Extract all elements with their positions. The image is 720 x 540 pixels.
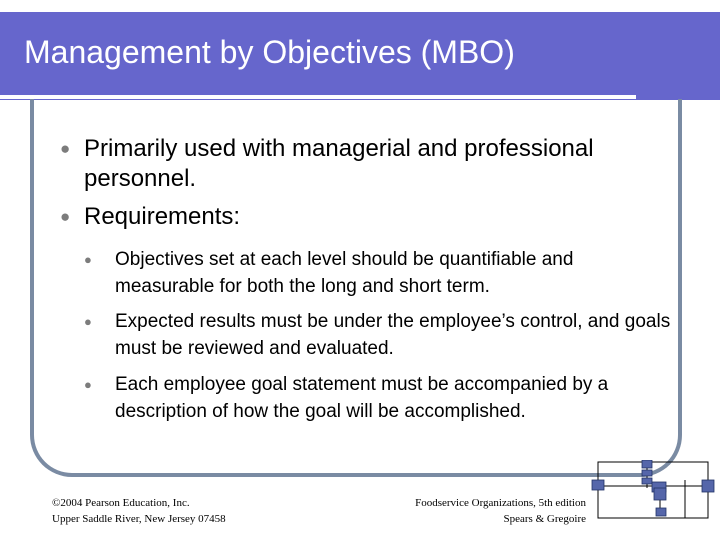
footer-left [52,495,226,527]
book-title: Foodservice Organizations, 5th edition [415,497,586,509]
sub-bullet-dot-icon: ● [84,377,92,392]
book-authors: Spears & Gregoire [503,513,586,525]
slide-title: Management by Objectives (MBO) [24,34,515,70]
bullet-item [60,134,684,194]
bullet-dot-icon: ● [60,207,71,226]
sub-bullet-text: Each employee goal statement must be accompanied by a description of how the goal will be accomplished. [115,374,609,422]
sub-bullet-text: Objectives set at each level should be quantifiable and measurable for both the long and short term. [115,249,574,297]
bullet-text: Requirements: [84,203,241,230]
sub-bullet-text: Expected results must be under the employee’s control, and goals must be reviewed and evaluated. [115,311,671,359]
bullet-dot-icon: ● [60,139,71,158]
bullet-item [60,202,684,232]
publisher-address: Upper Saddle River, New Jersey 07458 [52,513,226,525]
sub-bullet-dot-icon: ● [84,314,92,329]
sub-bullet-item [84,308,675,362]
sub-bullet-item [84,246,675,300]
sub-bullet-dot-icon: ● [84,252,92,267]
flowchart-logo-icon [590,460,716,528]
bullet-text: Primarily used with managerial and professional personnel. [84,135,594,192]
sub-bullet-item [84,371,675,425]
footer-right [398,495,586,527]
copyright-text: ©2004 Pearson Education, Inc. [52,497,190,509]
